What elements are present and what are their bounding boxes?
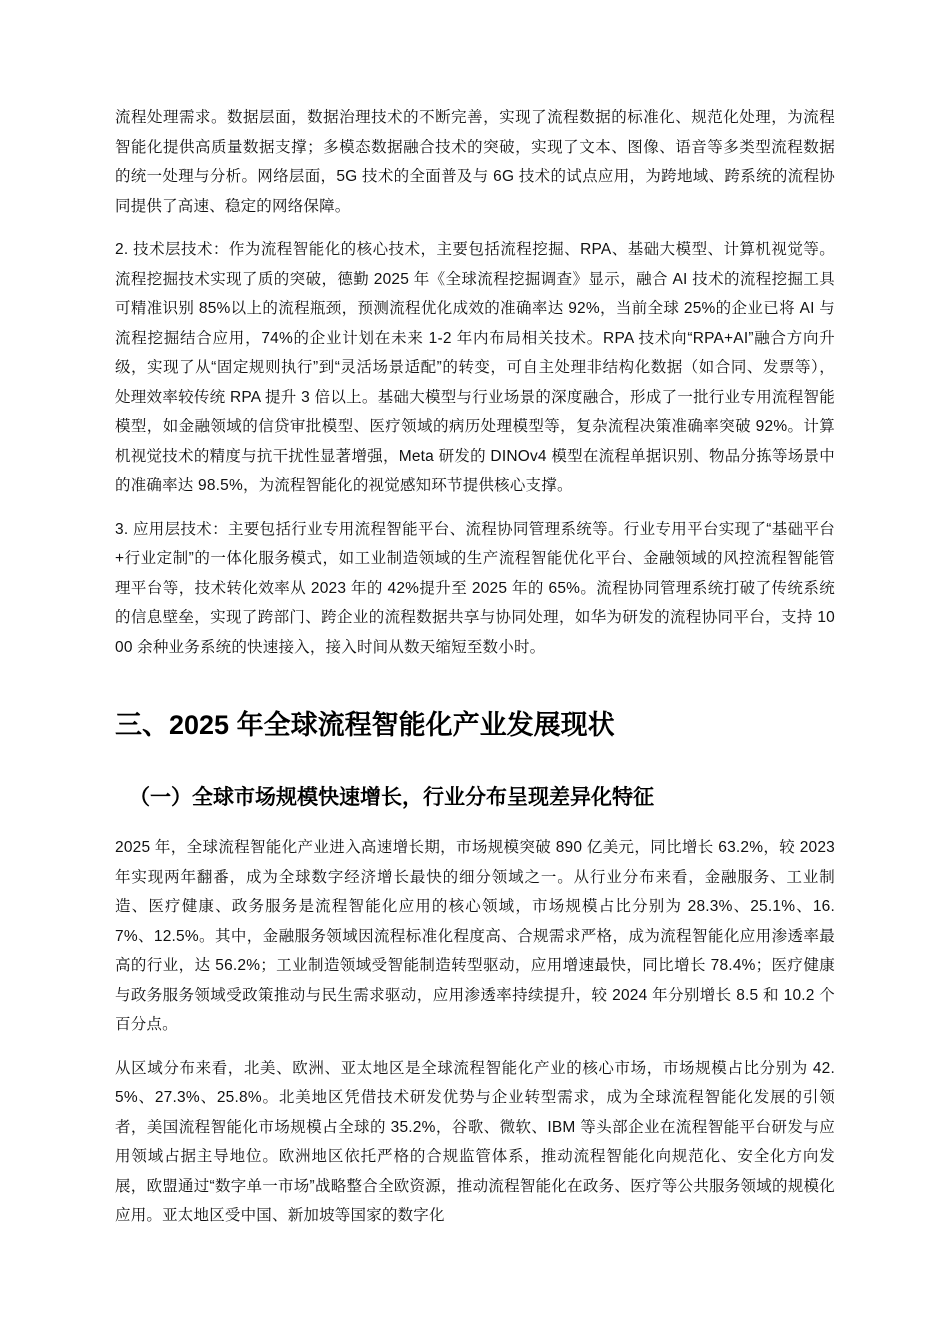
paragraph-regional-distribution: 从区域分布来看，北美、欧洲、亚太地区是全球流程智能化产业的核心市场，市场规模占比分别为 42.5%、27.3%、25.8%。北美地区凭借技术研发优势与企业转型需求，成为全球流程智能化发展的引领者，美国流程智能化市场规模占全球的 35.2%，谷歌、微软、IBM 等头部企业在流程智能平台研发与应用领域占据主导地位。欧洲地区依托严格的合规监管体系，推动流程智能化向规范化、安全化方向发展，欧盟通过“数字单一市场”战略整合全欧资源，推动流程智能化在政务、医疗等公共服务领域的规模化应用。亚太地区受中国、新加坡等国家的数字化 (115, 1059, 835, 1225)
paragraph-infra-continued: 流程处理需求。数据层面，数据治理技术的不断完善，实现了流程数据的标准化、规范化处理，为流程智能化提供高质量数据支撑；多模态数据融合技术的突破，实现了文本、图像、语音等多类型流程数据的统一处理与分析。网络层面，5G 技术的全面普及与 6G 技术的试点应用，为跨地域、跨系统的流程协同提供了高速、稳定的网络保障。 (115, 109, 835, 215)
subsection-heading: （一）全球市场规模快速增长，行业分布呈现差异化特征 (129, 786, 654, 810)
paragraph-market-scale: 2025 年，全球流程智能化产业进入高速增长期，市场规模突破 890 亿美元，同比增长 63.2%，较 2023 年实现两年翻番，成为全球数字经济增长最快的细分领域之一。从行业分布来看，金融服务、工业制造、医疗健康、政务服务是流程智能化应用的核心领域，市场规模占比分别为 28.3%、25.1%、16.7%、12.5%。其中，金融服务领域因流程标准化程度高、合规需求严格，成为流程智能化应用渗透率最高的行业，达 56.2%；工业制造领域受智能制造转型驱动，应用增速最快，同比增长 78.4%；医疗健康与政务服务领域受政策推动与民生需求驱动，应用渗透率持续提升，较 2024 年分别增长 8.5 和 10.2 个百分点。 (115, 839, 835, 1034)
section-heading: 三、2025 年全球流程智能化产业发展现状 (115, 710, 615, 740)
paragraph-tech-layer: 2. 技术层技术：作为流程智能化的核心技术，主要包括流程挖掘、RPA、基础大模型、计算机视觉等。流程挖掘技术实现了质的突破，德勤 2025 年《全球流程挖掘调查》显示，融合 AI 技术的流程挖掘工具可精准识别 85%以上的流程瓶颈，预测流程优化成效的准确率达 92%，当前全球 25%的企业已将 AI 与流程挖掘结合应用，74%的企业计划在未来 1-2 年内布局相关技术。RPA 技术向“RPA+AI”融合方向升级，实现了从“固定规则执行”到“灵活场景适配”的转变，可自主处理非结构化数据（如合同、发票等），处理效率较传统 RPA 提升 3 倍以上。基础大模型与行业场景的深度融合，形成了一批行业专用流程智能模型，如金融领域的信贷审批模型、医疗领域的病历处理模型等，复杂流程决策准确率突破 92%。计算机视觉技术的精度与抗干扰性显著增强，Meta 研发的 DINOv4 模型在流程单据识别、物品分拣等场景中的准确率达 98.5%，为流程智能化的视觉感知环节提供核心支撑。 (115, 241, 835, 494)
paragraph-app-layer: 3. 应用层技术：主要包括行业专用流程智能平台、流程协同管理系统等。行业专用平台实现了“基础平台+行业定制”的一体化服务模式，如工业制造领域的生产流程智能优化平台、金融领域的风控流程智能管理平台等，技术转化效率从 2023 年的 42%提升至 2025 年的 65%。流程协同管理系统打破了传统系统的信息壁垒，实现了跨部门、跨企业的流程数据共享与协同处理，如华为研发的流程协同平台，支持 1000 余种业务系统的快速接入，接入时间从数天缩短至数小时。 (115, 520, 835, 656)
